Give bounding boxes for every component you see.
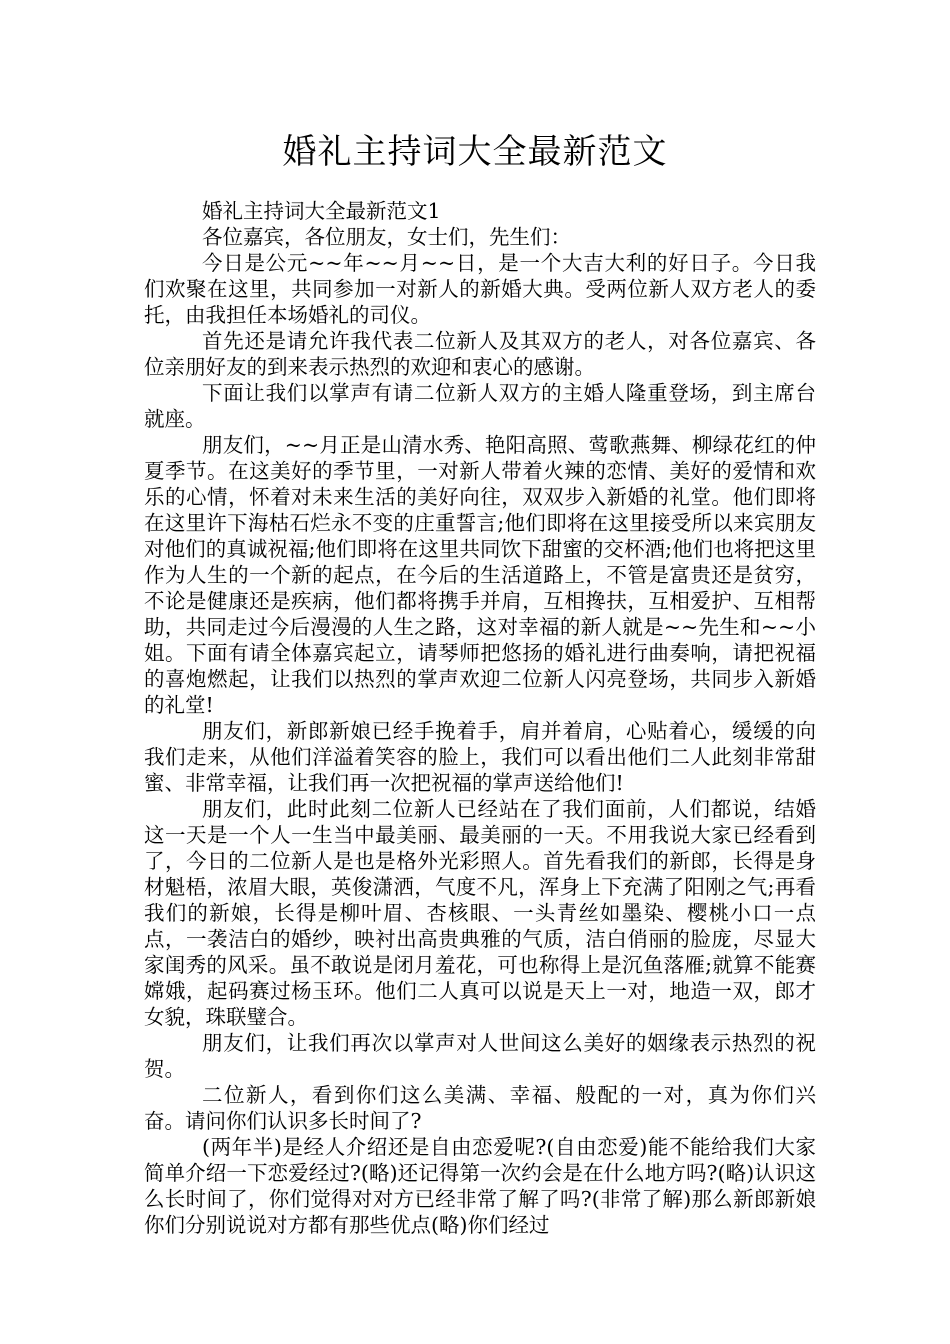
paragraph: (两年半)是经人介绍还是自由恋爱呢?(自由恋爱)能不能给我们大家简单介绍一下恋爱经过?(略)还记得第一次约会是在什么地方吗?(略)认识这么长时间了，你们觉得对对方已经非常了解了吗?(非常了解)那么新郎新娘你们分别说说对方都有那些优点(略)你们经过: [144, 1135, 816, 1237]
document-body: [144, 198, 816, 1238]
document-title: 婚礼主持词大全最新范文: [282, 132, 668, 172]
paragraph: 朋友们，让我们再次以掌声对人世间这么美好的姻缘表示热烈的祝贺。: [144, 1031, 816, 1081]
paragraph: 首先还是请允许我代表二位新人及其双方的老人，对各位嘉宾、各位亲朋好友的到来表示热烈的欢迎和衷心的感谢。: [144, 329, 816, 379]
paragraph: 今日是公元~~年~~月~~日，是一个大吉大利的好日子。今日我们欢聚在这里，共同参加一对新人的新婚大典。受两位新人双方老人的委托，由我担任本场婚礼的司仪。: [144, 251, 816, 327]
paragraph: 各位嘉宾，各位朋友，女士们，先生们：: [202, 225, 571, 249]
paragraph: 朋友们，此时此刻二位新人已经站在了我们面前，人们都说，结婚这一天是一个人一生当中最美丽、最美丽的一天。不用我说大家已经看到了，今日的二位新人是也是格外光彩照人。首先看我们的新郎，长得是身材魁梧，浓眉大眼，英俊潇洒，气度不凡，浑身上下充满了阳刚之气;再看我们的新娘，长得是柳叶眉、杏核眼、一头青丝如墨染、樱桃小口一点点，一袭洁白的婚纱，映衬出高贵典雅的气质，洁白俏丽的脸庞，尽显大家闺秀的风采。虽不敢说是闭月羞花，可也称得上是沉鱼落雁;就算不能赛嫦娥，起码赛过杨玉环。他们二人真可以说是天上一对，地造一双，郎才女貌，珠联璧合。: [144, 797, 816, 1029]
paragraph: 下面让我们以掌声有请二位新人双方的主婚人隆重登场，到主席台就座。: [144, 381, 816, 431]
paragraph: 朋友们，新郎新娘已经手挽着手，肩并着肩，心贴着心，缓缓的向我们走来，从他们洋溢着笑容的脸上，我们可以看出他们二人此刻非常甜蜜、非常幸福，让我们再一次把祝福的掌声送给他们!: [144, 719, 816, 795]
paragraph: 二位新人，看到你们这么美满、幸福、般配的一对，真为你们兴奋。请问你们认识多长时间了?: [144, 1083, 816, 1133]
paragraph: 婚礼主持词大全最新范文1: [202, 199, 441, 223]
paragraph: 朋友们，~~月正是山清水秀、艳阳高照、莺歌燕舞、柳绿花红的仲夏季节。在这美好的季节里，一对新人带着火辣的恋情、美好的爱情和欢乐的心情，怀着对未来生活的美好向往，双双步入新婚的礼堂。他们即将在这里许下海枯石烂永不变的庄重誓言;他们即将在这里接受所以来宾朋友对他们的真诚祝福;他们即将在这里共同饮下甜蜜的交杯酒;他们也将把这里作为人生的一个新的起点，在今后的生活道路上，不管是富贵还是贫穷，不论是健康还是疾病，他们都将携手并肩，互相搀扶，互相爱护、互相帮助，共同走过今后漫漫的人生之路，这对幸福的新人就是~~先生和~~小姐。下面有请全体嘉宾起立，请琴师把悠扬的婚礼进行曲奏响，请把祝福的喜炮燃起，让我们以热烈的掌声欢迎二位新人闪亮登场，共同步入新婚的礼堂!: [144, 433, 816, 717]
